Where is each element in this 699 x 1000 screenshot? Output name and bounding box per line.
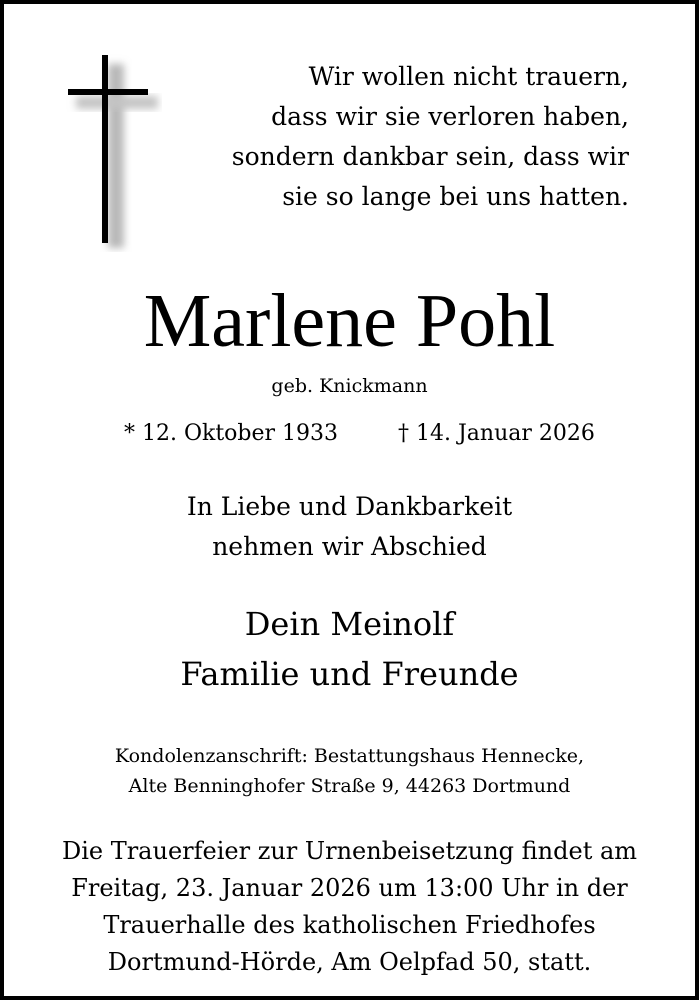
service-line: Dortmund-Hörde, Am Oelpfad 50, statt. xyxy=(107,948,592,976)
service-info xyxy=(4,833,695,981)
death-date: † 14. Januar 2026 xyxy=(398,421,595,446)
service-line: Die Trauerfeier zur Urnenbeisetzung findet am xyxy=(61,837,638,865)
maiden-name: geb. Knickmann xyxy=(271,375,428,397)
farewell-line: In Liebe und Dankbarkeit xyxy=(186,492,513,521)
farewell-text xyxy=(4,487,695,567)
signer-line: Familie und Freunde xyxy=(180,655,519,693)
address-line: Kondolenzanschrift: Bestattungshaus Hennecke, xyxy=(114,745,585,767)
deceased-name: Marlene Pohl xyxy=(143,279,556,363)
poem-line: Wir wollen nicht trauern, xyxy=(308,62,629,91)
address-line: Alte Benninghofer Straße 9, 44263 Dortmund xyxy=(128,775,571,797)
signers xyxy=(4,599,695,699)
service-line: Freitag, 23. Januar 2026 um 13:00 Uhr in der xyxy=(71,874,628,902)
signer-line: Dein Meinolf xyxy=(244,605,455,643)
condolence-address xyxy=(4,741,695,801)
birth-date: * 12. Oktober 1933 xyxy=(124,421,339,446)
poem-line: sie so lange bei uns hatten. xyxy=(282,182,629,211)
poem-line: sondern dankbar sein, dass wir xyxy=(231,142,629,171)
service-line: Trauerhalle des katholischen Friedhofes xyxy=(103,911,596,939)
memorial-poem xyxy=(232,57,629,217)
farewell-line: nehmen wir Abschied xyxy=(212,532,487,561)
cross-icon xyxy=(62,52,162,252)
poem-line: dass wir sie verloren haben, xyxy=(271,102,629,131)
